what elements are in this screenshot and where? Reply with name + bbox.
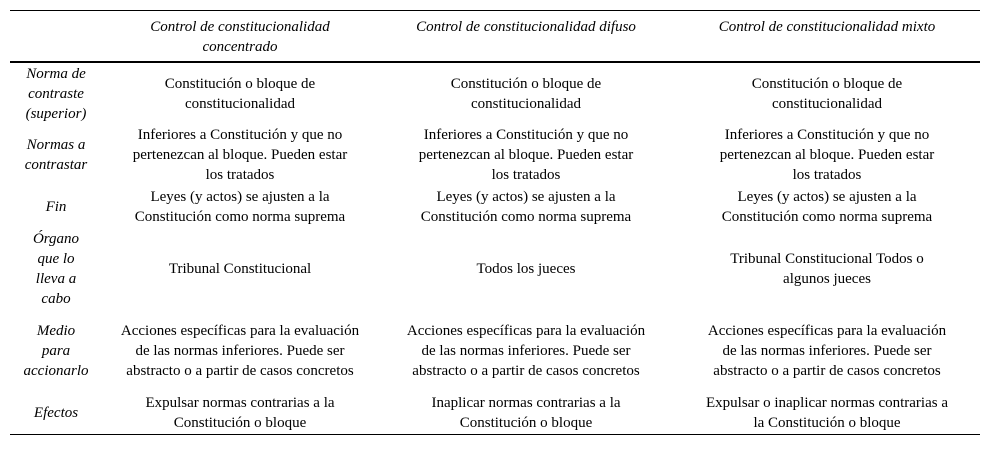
table-cell: Inferiores a Constitución y que no pertenezcan al bloque. Pueden estar los tratados [719, 127, 935, 183]
row-label: Efectos [33, 404, 79, 421]
row-label: Órgano que lo lleva a cabo [32, 231, 80, 307]
table-row [10, 228, 980, 310]
header-concentrado: Control de constitucionalidad concentrado [150, 19, 330, 55]
comparison-table [10, 10, 980, 435]
table-cell: Inaplicar normas contrarias a la Constitución o bloque [431, 394, 621, 431]
header-difuso: Control de constitucionalidad difuso [416, 19, 636, 35]
table-cell: Todos los jueces [476, 261, 576, 277]
table-cell: Acciones específicas para la evaluación de las normas inferiores. Puede ser abstracto o a partir de casos concretos [120, 323, 360, 379]
header-mixto: Control de constitucionalidad mixto [718, 19, 936, 35]
header-empty-cell [10, 11, 102, 63]
table-cell: Expulsar o inaplicar normas contrarias a la Constitución o bloque [706, 394, 948, 431]
table-cell: Tribunal Constitucional Todos o algunos jueces [730, 251, 924, 287]
header-row [10, 11, 980, 63]
table-cell: Acciones específicas para la evaluación de las normas inferiores. Puede ser abstracto o a partir de casos concretos [406, 323, 646, 379]
row-label: Fin [45, 199, 67, 215]
table-cell: Leyes (y actos) se ajusten a la Constitución como norma suprema [420, 189, 632, 225]
table-cell: Expulsar normas contrarias a la Constitución o bloque [145, 394, 335, 431]
table-cell: Acciones específicas para la evaluación de las normas inferiores. Puede ser abstracto o a partir de casos concretos [707, 323, 947, 379]
table-row [10, 186, 980, 228]
table-cell: Leyes (y actos) se ajusten a la Constitución como norma suprema [134, 189, 346, 225]
table-cell: Constitución o bloque de constitucionalidad [164, 75, 316, 112]
table-cell: Constitución o bloque de constitucionalidad [450, 75, 602, 112]
table-row [10, 124, 980, 186]
table-row [10, 392, 980, 434]
table-cell: Tribunal Constitucional [168, 261, 312, 277]
row-label: Normas a contrastar [24, 137, 88, 173]
table-row [10, 310, 980, 392]
table-cell: Inferiores a Constitución y que no pertenezcan al bloque. Pueden estar los tratados [418, 127, 634, 183]
table-cell: Leyes (y actos) se ajusten a la Constitución como norma suprema [721, 189, 933, 225]
table-cell: Inferiores a Constitución y que no pertenezcan al bloque. Pueden estar los tratados [132, 127, 348, 183]
table-cell: Constitución o bloque de constitucionalidad [751, 75, 903, 112]
table-row [10, 62, 980, 124]
row-label: Norma de contraste (superior) [25, 65, 87, 122]
row-label: Medio para accionarlo [23, 323, 89, 379]
